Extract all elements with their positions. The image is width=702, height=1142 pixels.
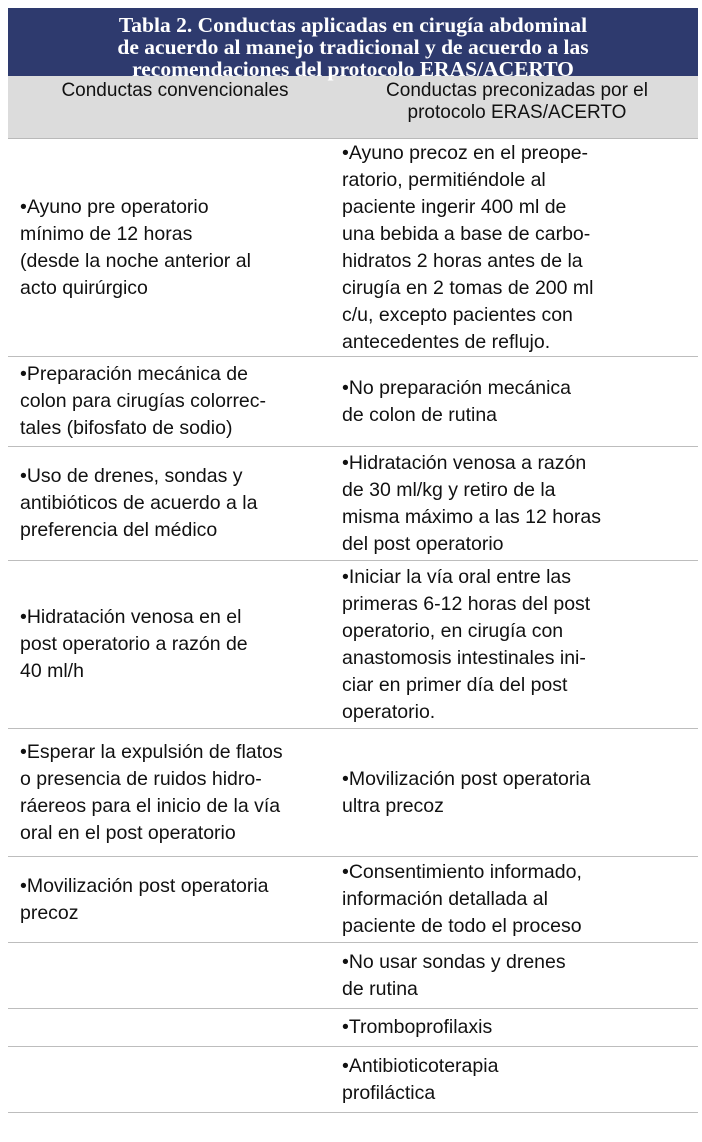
cell-conventional (8, 1047, 336, 1112)
cell-line: •Esperar la expulsión de flatos (20, 740, 283, 763)
header-eras-acerto (336, 76, 698, 138)
cell-line: (desde la noche anterior al (20, 249, 251, 272)
table-2 (8, 8, 698, 1113)
cell-text (342, 1053, 498, 1107)
cell-conventional (8, 357, 336, 446)
cell-eras-acerto (336, 561, 698, 728)
cell-line: hidratos 2 horas antes de la (342, 249, 583, 272)
header-line: Conductas convencionales (61, 80, 289, 101)
cell-line: tales (bifosfato de sodio) (20, 417, 233, 439)
cell-line: •Tromboprofilaxis (342, 1016, 493, 1038)
cell-text (342, 564, 590, 726)
cell-eras-acerto (336, 1047, 698, 1112)
cell-line: información detallada al (342, 888, 548, 910)
table-body (8, 139, 698, 1113)
cell-eras-acerto (336, 943, 698, 1008)
cell-line: paciente ingerir 400 ml de (342, 195, 567, 218)
cell-line: de colon de rutina (342, 403, 498, 426)
cell-line: •Consentimiento informado, (342, 861, 582, 883)
cell-line: •Iniciar la vía oral entre las (342, 565, 572, 588)
cell-line: oral en el post operatorio (20, 821, 236, 844)
cell-line: paciente de todo el proceso (342, 915, 582, 937)
table-header-row (8, 76, 698, 139)
cell-line: o presencia de ruidos hidro- (20, 767, 262, 790)
cell-line: cirugía en 2 tomas de 200 ml (342, 276, 594, 299)
cell-line: antecedentes de reflujo. (342, 330, 551, 353)
cell-text (20, 604, 248, 685)
cell-line: mínimo de 12 horas (20, 222, 193, 245)
cell-line: primeras 6-12 horas del post (342, 592, 591, 615)
cell-conventional (8, 857, 336, 942)
cell-conventional (8, 139, 336, 356)
cell-line: ciar en primer día del post (342, 673, 568, 696)
table-row (8, 729, 698, 857)
cell-line: ultra precoz (342, 794, 444, 817)
cell-line: preferencia del médico (20, 519, 218, 541)
cell-line: precoz (20, 901, 79, 924)
cell-eras-acerto (336, 357, 698, 446)
cell-text (342, 859, 582, 940)
cell-line: •No usar sondas y drenes (342, 950, 566, 973)
cell-line: operatorio. (342, 700, 436, 723)
cell-line: •Ayuno pre operatorio (20, 195, 209, 218)
cell-text (342, 450, 601, 558)
header-line: Conductas preconizadas por el (386, 80, 648, 101)
cell-eras-acerto (336, 1009, 698, 1046)
cell-text (20, 739, 283, 847)
cell-line: una bebida a base de carbo- (342, 222, 591, 245)
cell-line: 40 ml/h (20, 660, 84, 682)
table-title-line: Tabla 2. Conductas aplicadas en cirugía abdominal (118, 13, 588, 37)
cell-line: •Movilización post operatoria (20, 874, 269, 897)
cell-text (20, 361, 266, 442)
cell-line: •Ayuno precoz en el preope- (342, 141, 589, 164)
cell-line: post operatorio a razón de (20, 633, 248, 655)
table-row (8, 357, 698, 447)
cell-eras-acerto (336, 447, 698, 560)
cell-line: •Movilización post operatoria (342, 767, 591, 790)
header-line: protocolo ERAS/ACERTO (407, 102, 627, 123)
cell-text (20, 463, 257, 544)
cell-line: anastomosis intestinales ini- (342, 646, 586, 669)
cell-eras-acerto (336, 857, 698, 942)
cell-conventional (8, 729, 336, 856)
cell-line: ratorio, permitiéndole al (342, 168, 546, 191)
cell-text (342, 1014, 492, 1041)
table-row (8, 857, 698, 943)
table-row (8, 447, 698, 561)
cell-text (20, 194, 251, 302)
table-row (8, 1047, 698, 1113)
cell-conventional (8, 561, 336, 728)
cell-text (342, 375, 571, 429)
cell-line: •Antibioticoterapia (342, 1054, 499, 1077)
cell-line: acto quirúrgico (20, 276, 148, 299)
table-row (8, 139, 698, 357)
cell-line: •No preparación mecánica (342, 376, 572, 399)
table-title-line: de acuerdo al manejo tradicional y de acuerdo a las (117, 35, 589, 59)
cell-line: colon para cirugías colorrec- (20, 390, 267, 412)
cell-text (342, 140, 593, 356)
table-title (8, 8, 698, 81)
cell-eras-acerto (336, 139, 698, 356)
cell-line: antibióticos de acuerdo a la (20, 492, 258, 514)
cell-line: misma máximo a las 12 horas (342, 505, 602, 528)
table-row (8, 1009, 698, 1047)
cell-line: ráereos para el inicio de la vía (20, 794, 281, 817)
cell-conventional (8, 1009, 336, 1046)
cell-line: de 30 ml/kg y retiro de la (342, 478, 556, 501)
cell-line: operatorio, en cirugía con (342, 619, 564, 642)
cell-line: •Preparación mecánica de (20, 363, 248, 385)
cell-text (342, 949, 566, 1003)
cell-conventional (8, 943, 336, 1008)
cell-line: c/u, excepto pacientes con (342, 303, 573, 326)
cell-line: profiláctica (342, 1081, 436, 1104)
table-row (8, 561, 698, 729)
table-row (8, 943, 698, 1009)
cell-eras-acerto (336, 729, 698, 856)
cell-line: •Hidratación venosa a razón (342, 451, 587, 474)
cell-text (342, 766, 591, 820)
cell-line: del post operatorio (342, 532, 504, 555)
table-title-line: recomendaciones del protocolo ERAS/ACERTO (132, 57, 574, 81)
cell-line: •Hidratación venosa en el (20, 606, 242, 628)
cell-line: •Uso de drenes, sondas y (20, 465, 243, 487)
cell-line: de rutina (342, 977, 418, 1000)
cell-text (20, 873, 269, 927)
header-conventional (8, 76, 336, 138)
cell-conventional (8, 447, 336, 560)
